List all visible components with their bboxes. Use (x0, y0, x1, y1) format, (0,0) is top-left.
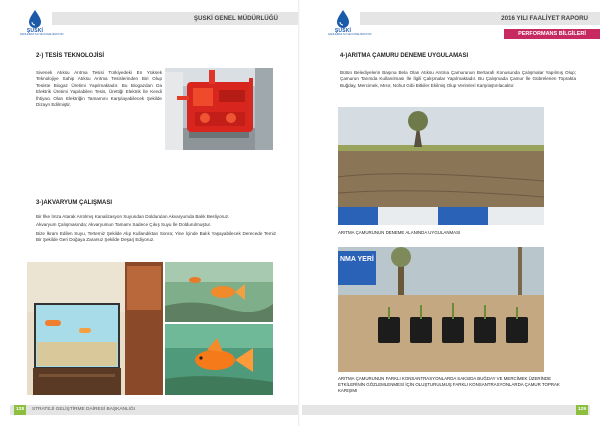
water-drop-icon (28, 10, 42, 28)
section-text-akvaryum (36, 214, 276, 244)
pots-photo (338, 247, 544, 372)
akvaryum-paragraph: Bize İkram Edilen Suyu, Tertemiz Şekilde Alıp Kullandıktan Sonra; Yine İçinde Balık Yaşayabilecek Derecede Temiz Bir Şekilde Geri Doğaya Zararsız Şekilde Deşarj Ediyoruz. (36, 230, 276, 243)
field-sign-text: NMA YERİ (340, 256, 374, 263)
footer-bar (302, 405, 590, 415)
section-title-akvaryum: 3-)AKVARYUM ÇALIŞMASI (36, 200, 112, 206)
logo-brand: ŞUSKİ (26, 28, 44, 34)
suski-logo (328, 10, 372, 38)
page-number: 129 (576, 405, 588, 415)
section-text-tesis: Sivenek Atıksu Arıtma Tesisi Türkiyedeki En Yüksek Teknolojiye Sahip Atıksu Arıtma Tesislerinden Biri Olup Tesiste Biogaz Üretimi Yapılmaktadır. Bu Biogazdan Da Elektrik Üretimi Yapılabilen Tesis, Ürettiği Elektrik İle Kendi İhtiyacı Olan Elektriğin Tamamını Karşılayabilecek Şekilde Dizayn Edilmiştir. (36, 70, 162, 108)
footer-text: STRATEJİ GELİŞTİRME DAİRESİ BAŞKANLIĞI (32, 407, 136, 412)
page-number: 128 (14, 405, 26, 415)
water-drop-icon (336, 10, 350, 28)
section-text-aritma: Bütün Belediyelerin Başına Bela Olan Atıksu Arıtma Çamurunun Bertarafı Konusunda Çalışmalar Yapılmış Olup; Çamurun Tarımda Kullanılması İle İlgili Çalışmalar Yapılmaktadır. Bu Çalışmada Çamur İle Gübrelenen Toprakta Buğday, Mercimek, Mısır, Nohut Gibi Bitkiler Ekilmiş Olup Verimleri Karşılaştırılacaktır. (340, 70, 576, 88)
akvaryum-paragraph: Bir İlke İmza Atarak Arıtılmış Kanalizasyon Suyundan Doldurulan Akvaryumda Balık Besliyoruz. (36, 214, 230, 219)
logo-brand-sub: ŞANLIURFA SU VE KANALİZASYON (328, 33, 372, 36)
caption-field: ARITMA ÇAMURUNUN DENEME ALANINDA UYGULANMASI (338, 230, 461, 235)
logo-brand: ŞUSKİ (334, 28, 352, 34)
fish-photo-1 (165, 262, 273, 322)
page-header: ŞUSKİ GENEL MÜDÜRLÜĞÜ (52, 12, 300, 25)
akvaryum-paragraph: Akvaryum Çalışmasında; Akvaryumun Tamamı Sadece Çıkış Suyu İle Doldurulmuştur. (36, 222, 212, 228)
section-title-aritma: 4-)ARITMA ÇAMURU DENEME UYGULAMASI (340, 53, 469, 59)
section-title-tesis: 2-) TESİS TEKNOLOJİSİ (36, 53, 105, 59)
page-header: 2016 YILI FAALİYET RAPORU (360, 12, 600, 25)
suski-logo (20, 10, 64, 38)
sub-header-badge: PERFORMANS BİLGİLERİ (504, 29, 600, 39)
field-photo (338, 107, 544, 225)
right-page (300, 0, 600, 426)
fish-photo-2 (165, 324, 273, 395)
biogas-engine-photo (165, 68, 273, 150)
aquarium-photo (27, 262, 163, 395)
caption-pots: ARITMA ÇAMURUNUN FARKLI KONSANTRASYONLARDA SAKSIDA BUĞDAY VE MERCİMEK ÜZERİNDE ETKİLERİNİN GÖZLEMLENMESİ İÇİN OLUŞTURULMUŞ FARKLI KONSANTRASYONLARDA ÇAMUR TOPRAK KARIŞIMI (338, 376, 560, 393)
logo-brand-sub: ŞANLIURFA SU VE KANALİZASYON (20, 33, 64, 36)
